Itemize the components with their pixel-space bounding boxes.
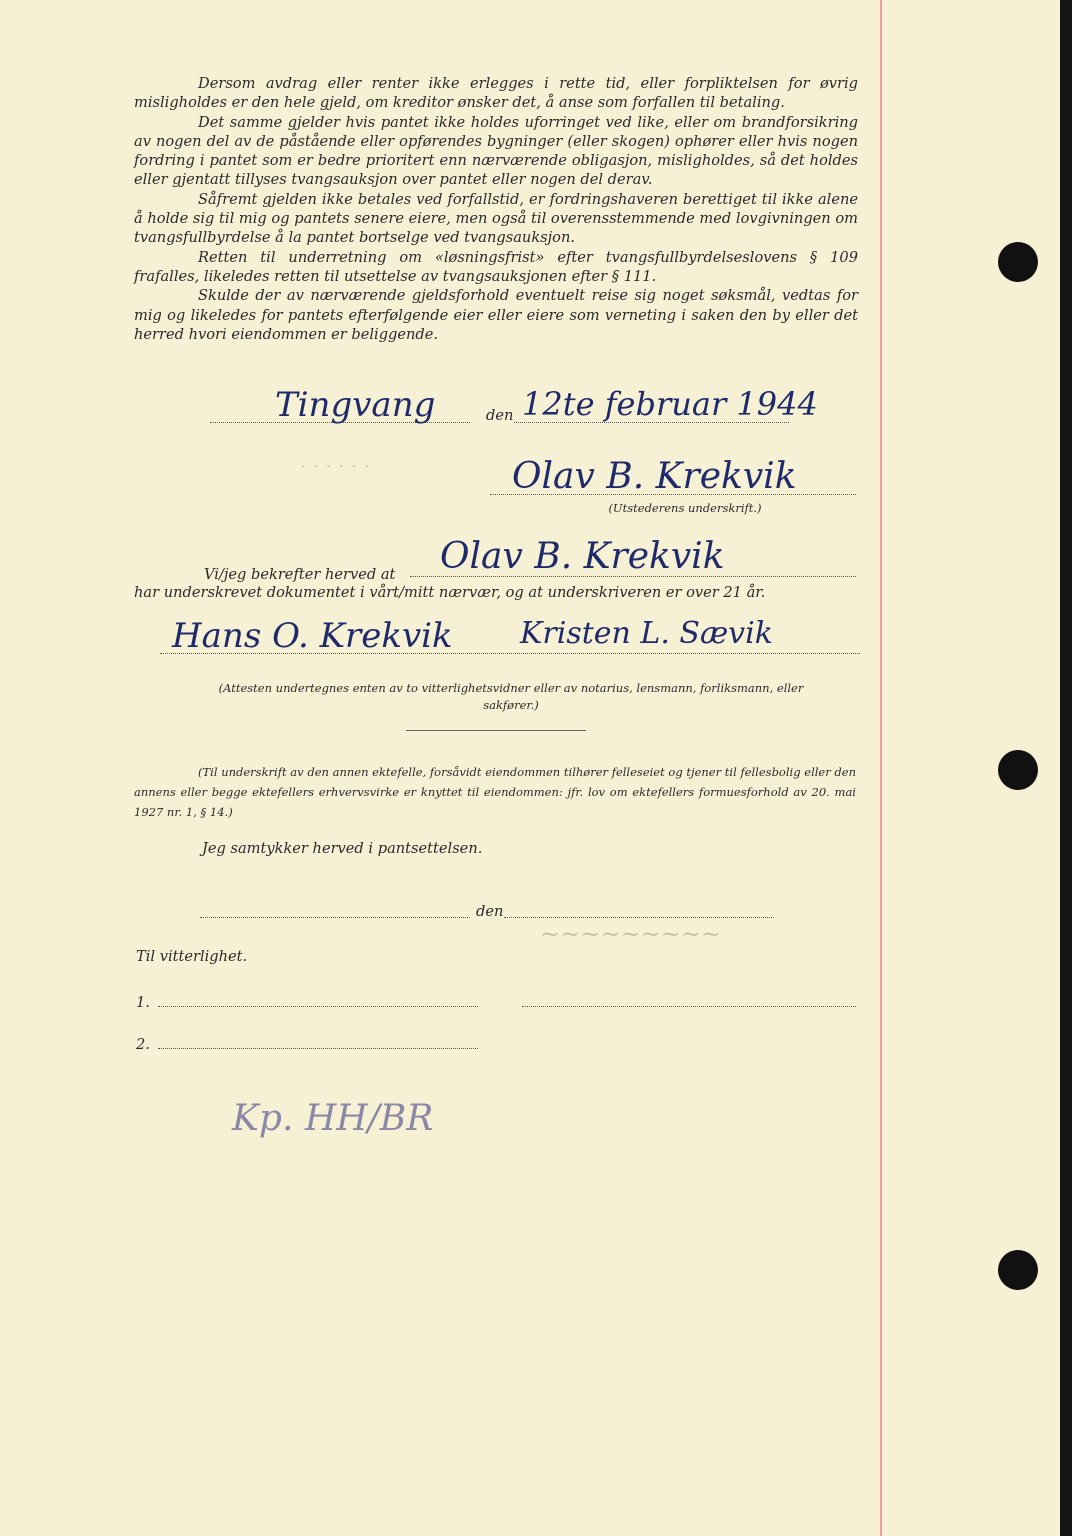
place-handwritten: Tingvang [275,385,436,425]
punch-hole [998,750,1038,790]
attestation-text: har underskrevet dokumentet i vårt/mitt nærvær, og at underskriveren er over 21 år. [134,584,766,601]
page-edge [1060,0,1072,1536]
witness-line-2 [158,1048,478,1049]
clauses [134,74,858,344]
witness-number-1: 1. [136,994,150,1011]
clause-paragraph: Såfremt gjelden ikke betales ved forfallstid, er fordringshaveren berettiget til ikke alene å holde sig til mig og pantets senere eiere, men også til overensstemmende med lovgivningen om tvangsfullbyrdelse å la pantet bortselge ved tvangsauksjon. [134,190,858,247]
bleed-through-text: ~~~~~~~~~ [540,920,721,948]
clause-paragraph: Retten til underretning om «løsningsfrist» efter tvangsfullbyrdelseslovens § 109 frafalles, likeledes retten til utsettelse av tvangsauksjonen efter § 111. [134,248,858,285]
witness-line-1a [158,1006,478,1007]
section-divider [406,730,586,731]
date-handwritten: 12te februar 1944 [522,385,818,423]
witness-signature-1: Hans O. Krekvik [172,616,453,656]
attestation-lead: Vi/jeg bekrefter herved at [204,566,396,583]
spouse-date-line [504,917,774,918]
clause-paragraph: Skulde der av nærværende gjeldsforhold eventuelt reise sig noget søksmål, vedtas for mig og likeledes for pantets efterfølgende eier eller eiere som verneting i saken den by eller det herred hvori eiendommen er beliggende. [134,287,858,343]
attestation-name-handwritten: Olav B. Krekvik [440,536,725,577]
issuer-signature: Olav B. Krekvik [512,456,797,497]
spouse-place-line [200,917,470,918]
spouse-note: (Til underskrift av den annen ektefelle, forsåvidt eiendommen tilhører felleseiet og tjener til fellesbolig eller den annens eller begge ektefellers erhvervsvirke er knyttet til eiendommen: jfr. lov om ektefellers formuesforhold av 20. mai 1927 nr. 1, § 14.) [134,765,856,819]
pencil-note: Kp. HH/BR [232,1098,434,1139]
punch-hole [998,1250,1038,1290]
witness-line-1b [522,1006,856,1007]
witness-heading: Til vitterlighet. [136,948,248,965]
clause-paragraph: Dersom avdrag eller renter ikke erlegges i rette tid, eller forpliktelsen for øvrig misligholdes er den hele gjeld, om kreditor ønsker det, å anse som forfallen til betaling. [134,75,858,112]
witness-number-2: 2. [136,1036,150,1053]
bleed-through-text: · · · · · · [300,454,370,478]
spouse-den-label: den [476,903,504,920]
margin-rule [880,0,882,1536]
punch-hole [998,242,1038,282]
witness-signature-2: Kristen L. Sævik [520,616,773,651]
issuer-caption: (Utstederens underskrift.) [608,501,762,515]
den-label: den [486,407,514,424]
attestation-note: (Attesten undertegnes enten av to vitterlighetsvidner eller av notarius, lensmann, forliksmann, eller sakfører.) [218,681,804,712]
spouse-consent: Jeg samtykker herved i pantsettelsen. [202,840,483,857]
clause-paragraph: Det samme gjelder hvis pantet ikke holdes uforringet ved like, eller om brandforsikring av nogen del av de påstående eller opførendes bygninger (eller skogen) ophører eller hvis nogen fordring i pantet som er bedre prioritert enn nærværende obligasjon, misligholdes, så det holdes eller gjentatt tillyses tvangsauksjon over pantet eller nogen del derav. [134,113,858,189]
